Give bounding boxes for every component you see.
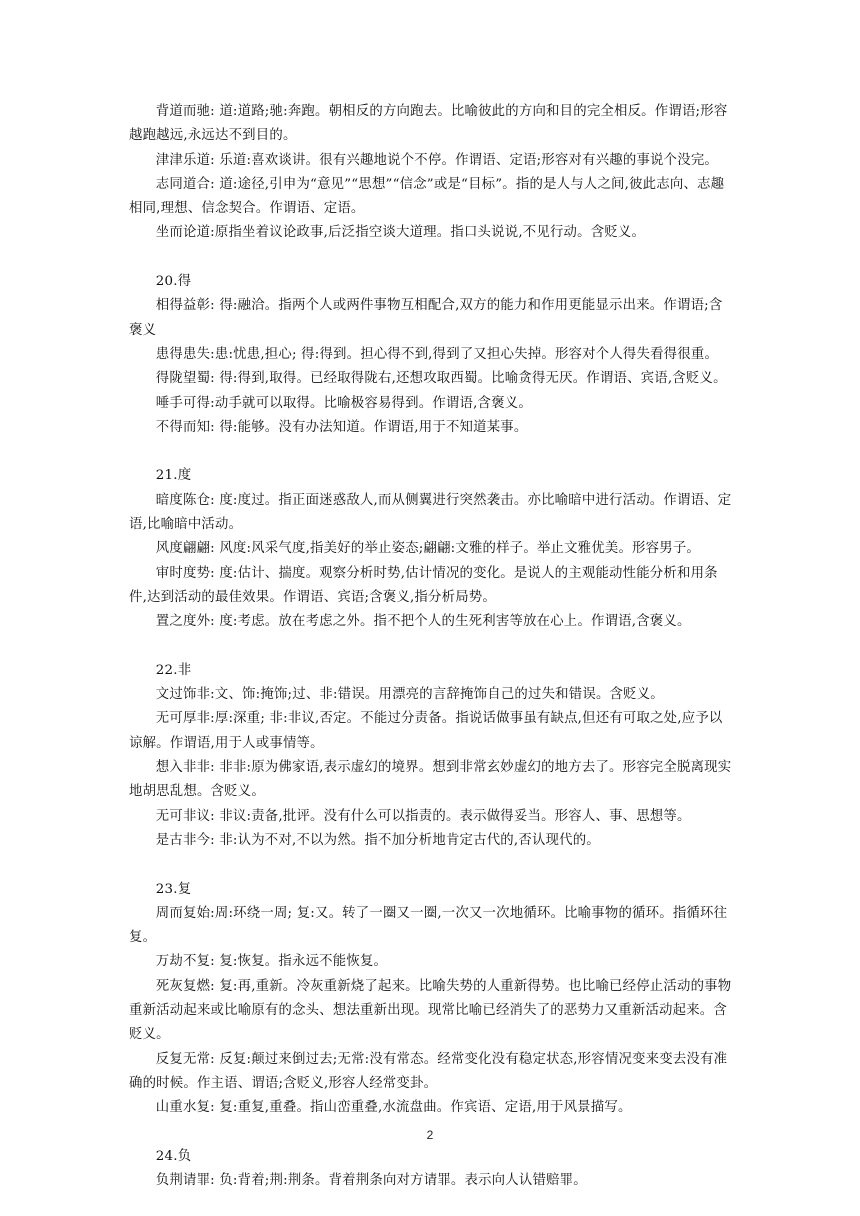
section-spacer: [129, 246, 733, 270]
idiom-entry: 山重水复: 复:重复,重叠。指山峦重叠,水流盘曲。作宾语、定语,用于风景描写。: [155, 1100, 632, 1116]
section-heading: 22.非: [155, 662, 192, 678]
idiom-entry: 反复无常: 反复:颠过来倒过去;无常:没有常态。经常变化没有稳定状态,形容情况变来变去没有准确的时候。作主语、谓语;含贬义,形容人经常变卦。: [129, 1051, 728, 1091]
idiom-entry: 想入非非: 非非:原为佛家语,表示虚幻的境界。想到非常玄妙虚幻的地方去了。形容完全脱离现实地胡思乱想。含贬义。: [129, 760, 732, 800]
idiom-entry: 周而复始:周:环绕一周; 复:又。转了一圈又一圈,一次又一次地循环。比喻事物的循环。指循环往复。: [129, 905, 728, 946]
idiom-entry: 万劫不复: 复:恢复。指永远不能恢复。: [155, 954, 388, 970]
idiom-entry: 是古非今: 非:认为不对,不以为然。指不加分析地肯定古代的,否认现代的。: [155, 832, 600, 848]
section-heading: 20.得: [155, 274, 192, 290]
idiom-entry: 风度翩翩: 风度:风采气度,指美好的举止姿态;翩翩:文雅的样子。举止文雅优美。形容男子。: [155, 541, 700, 557]
idiom-entry: 坐而论道:原指坐着议论政事,后泛指空谈大道理。指口头说说,不见行动。含贬义。: [155, 225, 646, 241]
section-heading: 23.复: [155, 881, 192, 897]
document-body: [129, 100, 733, 1193]
page-number: 2: [426, 1128, 434, 1142]
idiom-entry: 津津乐道: 乐道:喜欢谈讲。很有兴趣地说个不停。作谓语、定语;形容对有兴趣的事说个没完。: [155, 152, 719, 168]
idiom-entry: 无可厚非:厚:深重; 非:非议,否定。不能过分责备。指说话做事虽有缺点,但还有可取之处,应予以谅解。作谓语,用于人或事情等。: [129, 711, 723, 751]
section-heading: 24.负: [155, 1148, 192, 1164]
section-spacer: [129, 440, 733, 464]
idiom-entry: 暗度陈仓: 度:度过。指正面迷惑敌人,而从侧翼进行突然袭击。亦比喻暗中进行活动。作谓语、定语,比喻暗中活动。: [129, 492, 732, 533]
idiom-entry: 无可非议: 非议:责备,批评。没有什么可以指责的。表示做得妥当。形容人、事、思想等。: [155, 808, 691, 824]
idiom-entry: 得陇望蜀: 得:得到,取得。已经取得陇右,还想攻取西蜀。比喻贪得无厌。作谓语、宾语,含贬义。: [155, 371, 727, 387]
idiom-entry: 死灰复燃: 复:再,重新。冷灰重新烧了起来。比喻失势的人重新得势。也比喻已经停止活动的事物重新活动起来或比喻原有的念头、想法重新出现。现常比喻已经消失了的恶势力又重新活动起来。含贬义。: [129, 978, 732, 1043]
section-heading: 21.度: [155, 468, 192, 484]
idiom-entry: 背道而驰: 道:道路;驰:奔跑。朝相反的方向跑去。比喻彼此的方向和目的完全相反。作谓语;形容越跑越远,永远达不到目的。: [129, 104, 728, 144]
idiom-entry: 审时度势: 度:估计、揣度。观察分析时势,估计情况的变化。是说人的主观能动性能分析和用条件,达到活动的最佳效果。作谓语、宾语;含褒义,指分析局势。: [129, 565, 718, 605]
idiom-entry: 唾手可得:动手就可以取得。比喻极容易得到。作谓语,含褒义。: [155, 395, 532, 411]
idiom-entry: 文过饰非:文、饰:掩饰;过、非:错误。用漂亮的言辞掩饰自己的过失和错误。含贬义。: [155, 687, 664, 703]
idiom-entry: 志同道合: 道:途径,引申为“意见”“思想”“信念”或是“目标”。指的是人与人之间,彼此志向、志趣相同,理想、信念契合。作谓语、定语。: [129, 176, 725, 217]
idiom-entry: 不得而知: 得:能够。没有办法知道。作谓语,用于不知道某事。: [155, 419, 528, 435]
idiom-entry: 患得患失:患:忧患,担心; 得:得到。担心得不到,得到了又担心失掉。形容对个人得失看得很重。: [155, 346, 719, 362]
idiom-entry: 负荆请罪: 负:背着;荆:荆条。背着荆条向对方请罪。表示向人认错赔罪。: [155, 1173, 587, 1189]
section-spacer: [129, 635, 733, 659]
idiom-entry: 置之度外: 度:考虑。放在考虑之外。指不把个人的生死利害等放在心上。作谓语,含褒义。: [155, 614, 691, 630]
idiom-entry: 相得益彰: 得:融洽。指两个人或两件事物互相配合,双方的能力和作用更能显示出来。作谓语;含褒义: [129, 298, 723, 338]
section-spacer: [129, 853, 733, 877]
